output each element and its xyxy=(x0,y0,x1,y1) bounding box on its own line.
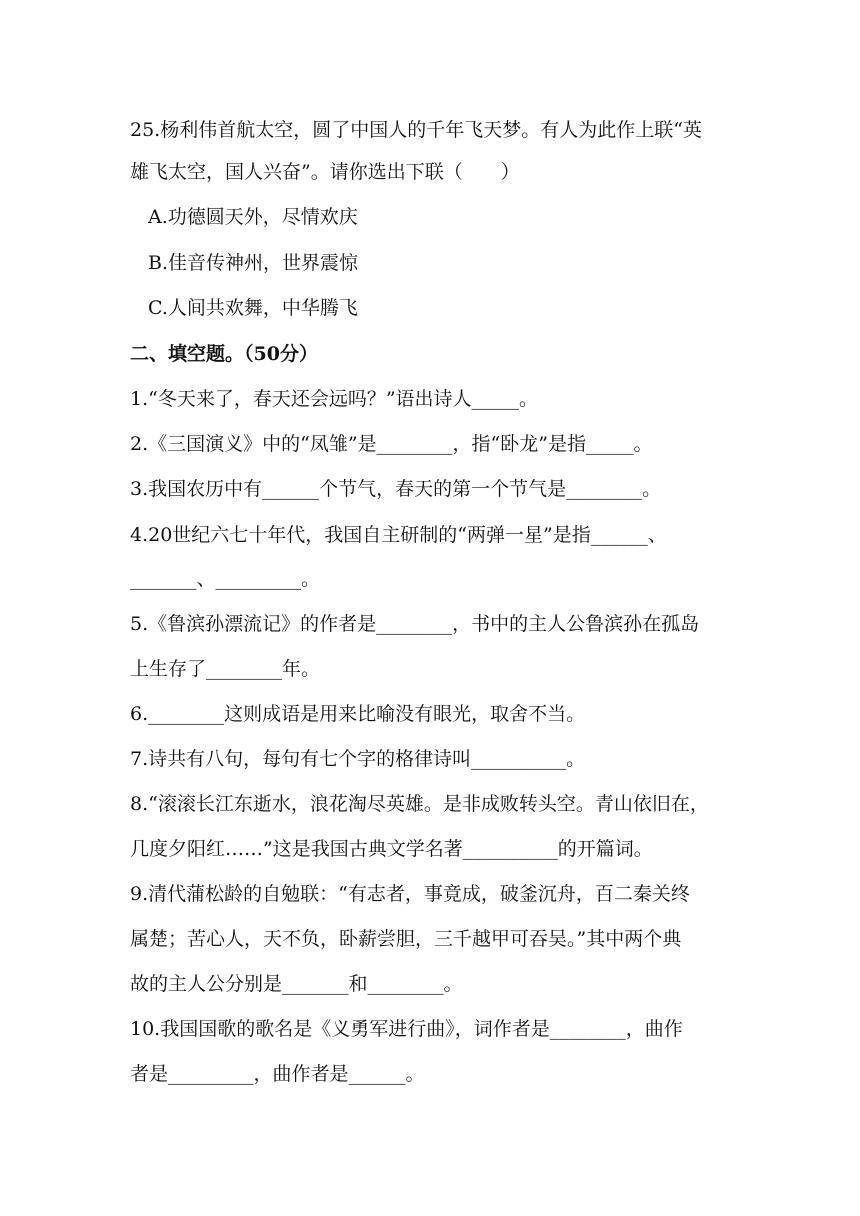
fill-question-9-line-3: 故的主人公分别是_______和________。 xyxy=(130,973,463,995)
fill-question-7: 7.诗共有八句，每句有七个字的格律诗叫__________。 xyxy=(130,748,586,770)
fill-question-1: 1.“冬天来了，春天还会远吗？”语出诗人_____。 xyxy=(130,388,539,410)
question-25-line-2: 雄飞太空，国人兴奋”。请你选出下联（ ） xyxy=(130,161,520,183)
question-25-line-1: 25.杨利伟首航太空，圆了中国人的千年飞天梦。有人为此作上联“英 xyxy=(130,119,702,141)
fill-question-9-line-2: 属楚；苦心人，天不负，卧薪尝胆，三千越甲可吞吴。”其中两个典 xyxy=(130,928,682,950)
fill-question-10-line-1: 10.我国国歌的歌名是《义勇军进行曲》，词作者是________，曲作 xyxy=(130,1018,683,1040)
fill-question-5-line-1: 5.《鲁滨孙漂流记》的作者是________，书中的主人公鲁滨孙在孤岛 xyxy=(130,613,700,635)
fill-question-9-line-1: 9.清代蒲松龄的自勉联：“有志者，事竟成，破釜沉舟，百二秦关终 xyxy=(130,883,690,905)
option-a: A.功德圆天外，尽情欢庆 xyxy=(148,206,358,228)
fill-question-8-line-1: 8.“滚滚长江东逝水，浪花淘尽英雄。是非成败转头空。青山依旧在， xyxy=(130,793,709,815)
fill-question-6: 6.________这则成语是用来比喻没有眼光，取舍不当。 xyxy=(130,703,586,725)
fill-question-5-line-2: 上生存了________年。 xyxy=(130,658,321,680)
fill-question-8-line-2: 几度夕阳红……”这是我国古典文学名著__________的开篇词。 xyxy=(130,838,653,860)
fill-question-10-line-2: 者是_________，曲作者是______。 xyxy=(130,1063,425,1085)
option-b: B.佳音传神州，世界震惊 xyxy=(148,252,359,274)
option-c: C.人间共欢舞，中华腾飞 xyxy=(148,297,358,319)
section-heading: 二、填空题。（50分） xyxy=(130,343,318,365)
fill-question-2: 2.《三国演义》中的“凤雏”是________，指“卧龙”是指_____。 xyxy=(130,433,653,455)
fill-question-4-line-2: _______、_________。 xyxy=(130,568,321,590)
fill-question-3: 3.我国农历中有______个节气，春天的第一个节气是________。 xyxy=(130,478,662,500)
fill-question-4-line-1: 4.20世纪六七十年代，我国自主研制的“两弹一星”是指______、 xyxy=(130,524,667,546)
